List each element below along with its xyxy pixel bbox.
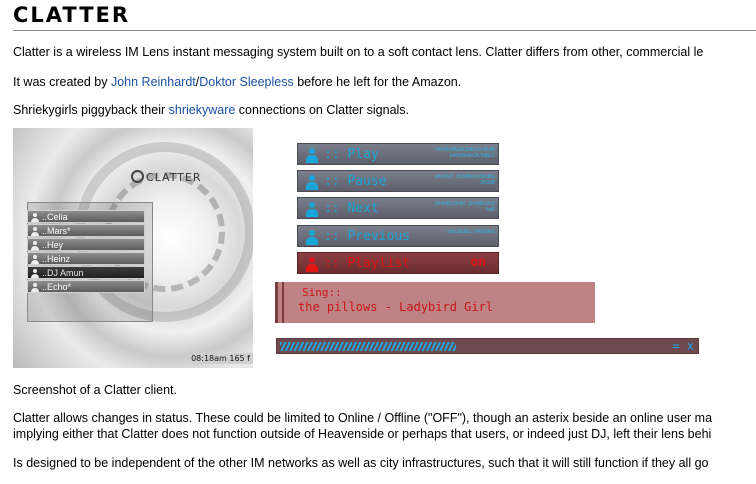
creator-prefix: It was created by: [13, 75, 111, 89]
contact-item[interactable]: [27, 252, 145, 265]
clatter-logo: [131, 170, 202, 184]
shriekyware-link[interactable]: shriekyware: [168, 103, 236, 117]
clatter-logo-icon: [131, 170, 144, 183]
micro-text: s8n3kd8a k4hd9e8: [446, 229, 495, 235]
screenshot-caption: Screenshot of a Clatter client.: [13, 383, 177, 397]
micro-text: 3k4d8s2k3d 2k3d8s2n3kd8: [434, 201, 495, 213]
progress-bar[interactable]: [276, 338, 699, 354]
clatter-logo-text: CLATTER: [146, 171, 202, 184]
next-label: :: Next: [324, 201, 379, 216]
user-icon: [306, 175, 318, 190]
contact-name: ..Echo*: [42, 282, 72, 292]
intro-paragraph: Clatter is a wireless IM Lens instant messaging system built on to a soft contact lens. Clatter differs from other, commercial le: [13, 45, 704, 59]
previous-label: :: Previous: [324, 229, 411, 244]
creator-paragraph: [13, 73, 461, 91]
progress-fill: [280, 342, 456, 351]
contact-name: ..DJ Amun: [42, 268, 84, 278]
contact-item-selected[interactable]: [27, 266, 145, 279]
user-icon: [31, 283, 39, 292]
micro-text: s8n3kd8a2k3d8s2n3kd8 k4hd9e8s2k3d8s2: [434, 147, 495, 159]
status-paragraph-line2: implying either that Clatter does not function outside of Heavenside or perhaps that users, or indeed just DJ, left their lens behi: [13, 427, 712, 441]
playlist-status: on: [470, 255, 486, 270]
alias-link[interactable]: Doktor Sleepless: [199, 75, 294, 89]
status-paragraph-line1: Clatter allows changes in status. These could be limited to Online / Offline ("OFF"), though an asterix beside an online user ma: [13, 411, 713, 425]
next-button[interactable]: [297, 197, 499, 219]
user-icon: [31, 255, 39, 264]
creator-suffix: before he left for the Amazon.: [293, 75, 462, 89]
contact-item[interactable]: [27, 210, 145, 223]
now-playing-box: [275, 282, 595, 323]
user-icon: [31, 213, 39, 222]
micro-text: e8s2k3 2k3d8s2n3kd8a2k3d8: [434, 174, 495, 186]
pause-label: :: Pause: [324, 174, 387, 189]
shriek-prefix: Shriekygirls piggyback their: [13, 103, 169, 117]
play-button[interactable]: [297, 143, 499, 165]
user-icon: [31, 241, 39, 250]
play-label: :: Play: [324, 147, 379, 162]
shriek-paragraph: [13, 101, 409, 119]
user-icon: [306, 202, 318, 217]
previous-button[interactable]: [297, 225, 499, 247]
playlist-label: :: Playlist: [324, 256, 411, 271]
sing-label: Sing::: [302, 286, 342, 299]
contact-name: ..Celia: [42, 212, 68, 222]
close-button[interactable]: = x: [672, 339, 694, 353]
now-playing-divider: [282, 282, 284, 323]
author-link[interactable]: John Reinhardt: [110, 75, 196, 89]
contact-name: ..Hey: [42, 240, 64, 250]
slash-separator: /: [195, 75, 200, 89]
user-icon: [306, 230, 318, 245]
pause-button[interactable]: [297, 170, 499, 192]
independence-paragraph: Is designed to be independent of the other IM networks as well as city infrastructures, such that it will still function if they all go: [13, 456, 709, 470]
now-playing-track: the pillows - Ladybird Girl: [298, 300, 494, 314]
user-icon: [306, 257, 318, 272]
contact-name: ..Heinz: [42, 254, 71, 264]
user-icon: [31, 269, 39, 278]
user-icon: [31, 227, 39, 236]
contact-item[interactable]: [27, 238, 145, 251]
playlist-button[interactable]: [297, 252, 499, 274]
contact-name: ..Mars*: [42, 226, 71, 236]
clatter-screenshot[interactable]: [13, 128, 253, 368]
contact-item[interactable]: [27, 280, 145, 293]
user-icon: [306, 148, 318, 163]
shriek-suffix: connections on Clatter signals.: [235, 103, 410, 117]
page-heading: [13, 2, 756, 31]
clock-readout: 08:18am 165 f: [188, 353, 253, 364]
contact-item[interactable]: [27, 224, 145, 237]
page-title: CLATTER: [13, 3, 131, 27]
